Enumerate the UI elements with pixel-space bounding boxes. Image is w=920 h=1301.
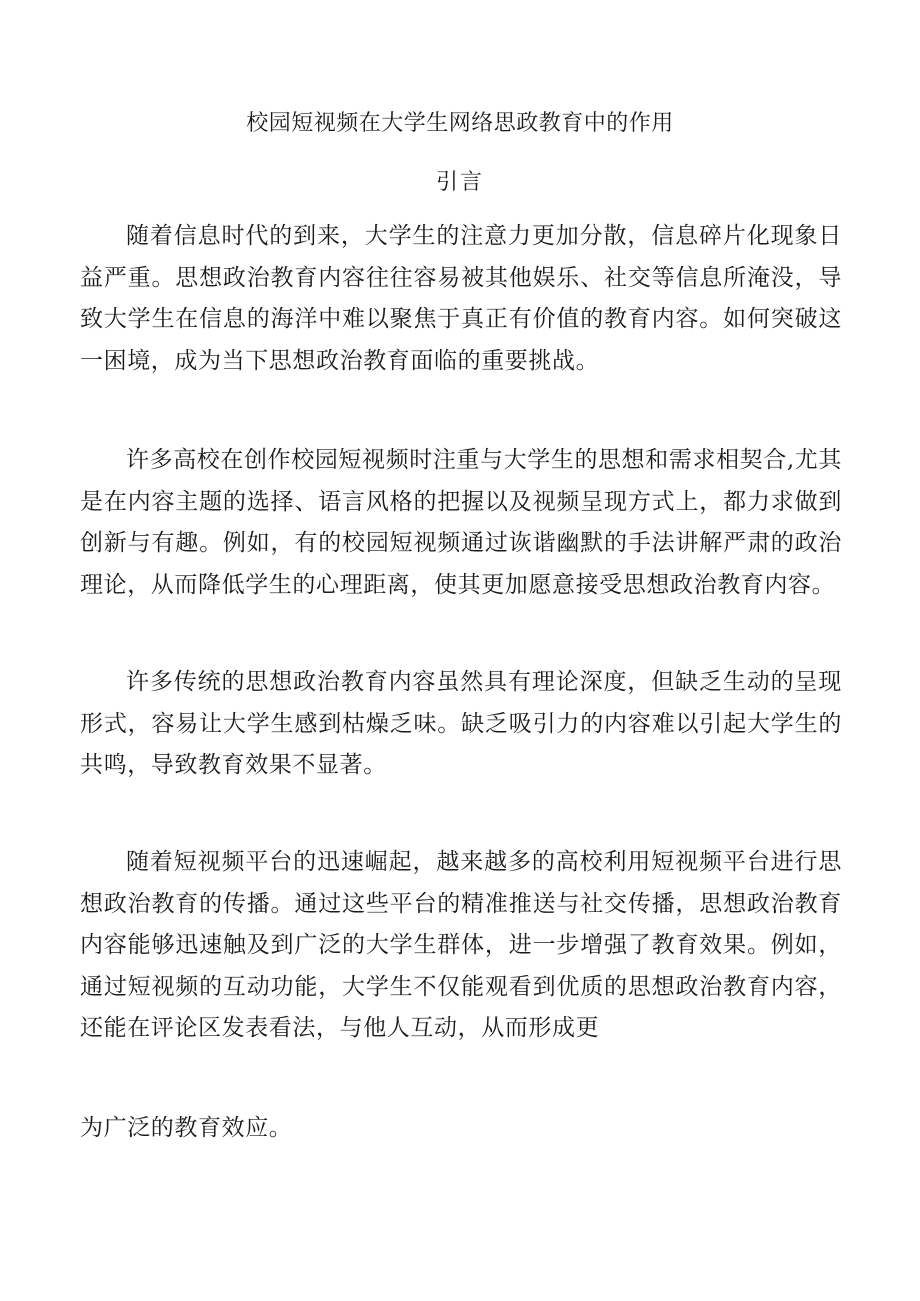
paragraph-2: 许多高校在创作校园短视频时注重与大学生的思想和需求相契合,尤其是在内容主题的选择、语言风格的把握以及视频呈现方式上，都力求做到创新与有趣。例如，有的校园短视频通过诙谐幽默的手法讲解严肃的政治理论，从而降低学生的心理距离，使其更加愿意接受思想政治教育内容。 [80,447,842,598]
paragraph-5: 为广泛的教育效应。 [80,1115,293,1141]
paragraph-1: 随着信息时代的到来，大学生的注意力更加分散，信息碎片化现象日益严重。思想政治教育内容往往容易被其他娱乐、社交等信息所淹没，导致大学生在信息的海洋中难以聚焦于真正有价值的教育内容。如何突破这一困境，成为当下思想政治教育面临的重要挑战。 [80,223,842,374]
paragraph-3: 许多传统的思想政治教育内容虽然具有理论深度，但缺乏生动的呈现形式，容易让大学生感到枯燥乏味。缺乏吸引力的内容难以引起大学生的共鸣，导致教育效果不显著。 [80,669,842,778]
document-title: 校园短视频在大学生网络思政教育中的作用 [246,111,674,136]
paragraph-4: 随着短视频平台的迅速崛起，越来越多的高校利用短视频平台进行思想政治教育的传播。通过这些平台的精准推送与社交传播，思想政治教育内容能够迅速触及到广泛的大学生群体，进一步增强了教育效果。例如，通过短视频的互动功能，大学生不仅能观看到优质的思想政治教育内容，还能在评论区发表看法，与他人互动，从而形成更 [80,849,842,1041]
section-heading: 引言 [435,170,484,195]
